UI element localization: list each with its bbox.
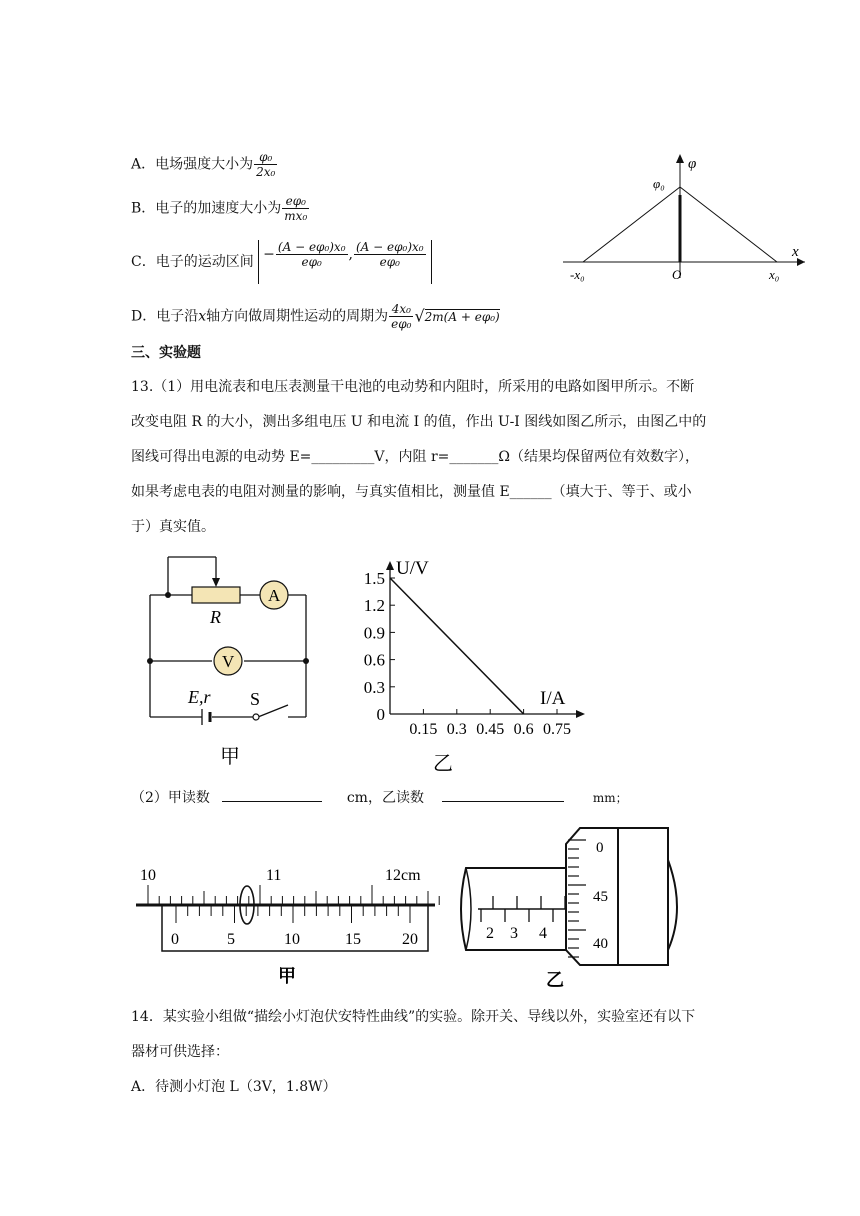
- y-tick-label: 1.2: [363, 596, 385, 616]
- q14-line-3: A．待测小灯泡 L（3V，1.8W）: [131, 1079, 337, 1095]
- caliper-caption: 甲: [278, 966, 296, 986]
- option-a-fraction: $\frac{\text{φ₀}}{\text{2x₀}}$: [256, 150, 276, 179]
- vernier-label-20: 20: [402, 931, 418, 948]
- option-a: [131, 150, 278, 179]
- q14-line-1: 14．某实验小组做“描绘小灯泡伏安特性曲线”的实验。除开关、导线以外，实验室还有以下: [131, 1009, 696, 1025]
- resistor-r: [192, 587, 240, 603]
- thimble-label-40: 40: [593, 936, 608, 952]
- q13-line-3: 图线可得出电源的电动势 E=_________V，内阻 r=_______Ω（结果均保留两位有效数字），: [131, 449, 699, 465]
- sleeve-label-4: 4: [539, 925, 547, 942]
- q13-line-5: 于）真实值。: [131, 519, 215, 535]
- part2-unit2: mm；: [592, 791, 628, 805]
- sqrt-radicand: 2m(A + eφ₀): [424, 309, 500, 324]
- switch-label: S: [250, 689, 261, 709]
- part2-prefix: （2）甲读数: [131, 790, 210, 806]
- chart-caption: 乙: [433, 753, 453, 774]
- chart-x-label: I/A: [540, 688, 566, 709]
- y-axis-arrow: [676, 154, 684, 163]
- micrometer: [448, 820, 693, 990]
- x-tick-label: 0.3: [446, 721, 467, 738]
- q13-line-4: 如果考虑电表的电阻对测量的影响，与真实值相比，测量值 E______（填大于、等于、或小: [131, 484, 692, 500]
- option-d: D．电子沿x轴方向做周期性运动的周期为 $\frac{\text{4x₀}}{\text{eφ₀}}$ √2m(A + eφ₀): [131, 302, 500, 331]
- vernier-label-0: 0: [171, 931, 179, 948]
- q13-line-2: 改变电阻 R 的大小，测出多组电压 U 和电流 I 的值，作出 U-I 图线如图乙所示，由图乙中的: [131, 414, 707, 430]
- voltmeter-label: V: [222, 652, 235, 671]
- option-b: [131, 194, 310, 223]
- potential-graph: [555, 150, 815, 290]
- micrometer-caption: 乙: [546, 970, 564, 990]
- origin-label: O: [672, 267, 682, 282]
- option-a-text: A．电场强度大小为: [131, 156, 254, 173]
- q14: [131, 1000, 695, 1105]
- option-c: [131, 240, 432, 284]
- chart-y-label: U/V: [396, 558, 429, 579]
- circuit-diagram: [140, 545, 330, 775]
- answer-blank-micrometer[interactable]: [442, 801, 564, 802]
- y-tick-label: 0.3: [363, 677, 385, 697]
- thimble-label-45: 45: [593, 889, 608, 905]
- ammeter-label: A: [268, 586, 281, 605]
- q13-line-1: 13.（1）用电流表和电压表测量干电池的电动势和内阻时，所采用的电路如图甲所示。不断: [131, 379, 695, 395]
- sqrt-sign: √: [414, 306, 425, 326]
- chart-x-arrow: [576, 710, 585, 718]
- option-c-interval: − $\frac{\text{(A − eφ₀)x₀}}{\text{eφ₀}}$ , $\frac{\text{(A − eφ₀)x₀}}{\text{eφ₀}}$: [258, 240, 431, 284]
- main-label-10: 10: [140, 867, 156, 884]
- left-label: -x₀: [570, 267, 585, 282]
- option-d-fraction: $\frac{\text{4x₀}}{\text{eφ₀}}$: [391, 302, 412, 331]
- main-label-12cm: 12cm: [385, 867, 421, 884]
- q13-part2: [131, 787, 628, 807]
- switch-s: [253, 714, 259, 720]
- y-tick-label: 1.5: [363, 569, 385, 588]
- right-label: x₀: [769, 267, 780, 282]
- q14-line-2: 器材可供选择：: [131, 1044, 229, 1060]
- thimble-label-0: 0: [596, 840, 604, 856]
- y-tick-label: 0: [376, 705, 385, 724]
- peak-label: φ₀: [653, 176, 665, 191]
- y-axis-label: φ: [688, 156, 697, 172]
- x-tick-label: 0.15: [409, 721, 438, 738]
- option-b-text: B．电子的加速度大小为: [131, 200, 282, 217]
- y-tick-label: 0.6: [363, 650, 385, 670]
- part2-unit1: cm，乙读数: [346, 790, 424, 806]
- ui-line: [390, 578, 524, 714]
- sleeve-label-2: 2: [486, 925, 494, 942]
- main-label-11: 11: [266, 867, 282, 884]
- ui-chart: [345, 552, 590, 774]
- x-tick-label: 0.6: [513, 721, 534, 738]
- x-axis-label: x: [792, 244, 799, 260]
- source-label: E,r: [188, 687, 211, 707]
- vernier-label-5: 5: [227, 931, 235, 948]
- rheostat-slider-arrow: [212, 578, 220, 587]
- option-c-text: C．电子的运动区间: [131, 254, 254, 270]
- vernier-caliper: [130, 858, 442, 986]
- vernier-label-15: 15: [345, 931, 361, 948]
- x-tick-label: 0.75: [543, 721, 571, 738]
- answer-blank-caliper[interactable]: [222, 801, 322, 802]
- y-tick-label: 0.9: [363, 623, 385, 643]
- sleeve-label-3: 3: [510, 925, 518, 942]
- x-tick-label: 0.45: [476, 721, 505, 738]
- chart-plot-area: [364, 558, 585, 738]
- q13-part1: [131, 370, 706, 545]
- option-b-fraction: $\frac{\text{eφ₀}}{\text{mx₀}}$: [284, 194, 308, 223]
- chart-y-arrow: [386, 561, 394, 570]
- vernier-label-10: 10: [284, 931, 300, 948]
- section-heading: 三、实验题: [131, 345, 201, 361]
- resistor-label: R: [210, 607, 221, 627]
- circuit-caption: 甲: [220, 746, 240, 768]
